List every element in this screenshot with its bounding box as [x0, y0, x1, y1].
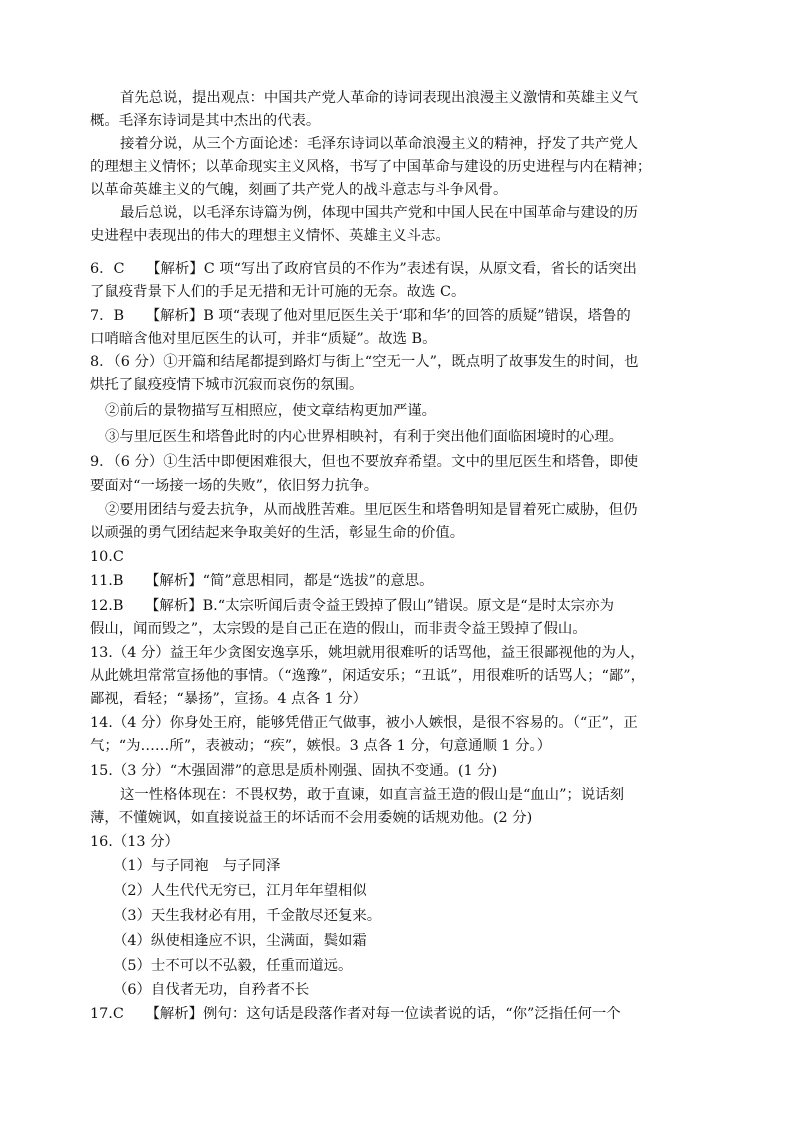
answer-line: 从此姚坦常常宣扬他的事情。（“逸豫”，闲适安乐；“丑诋”，用很难听的话骂人；“鄙”， [90, 668, 646, 684]
answer-line: 薄，不懂婉讽，如直接说益王的坏话而不会用委婉的话规劝他。(2 分) [90, 810, 533, 826]
answer-line: 10.C [90, 549, 124, 565]
answer-line: （3）天生我材必有用，千金散尽还复来。 [113, 908, 382, 924]
answer-line: ③与里厄医生和塔鲁此时的内心世界相映衬，有利于突出他们面临困境时的心理。 [105, 429, 624, 445]
answer-line: （4）纵使相逢应不识，尘满面，鬓如霜 [113, 933, 367, 949]
answer-line: 11.B 【解析】“简”意思相同，都是“选拔”的意思。 [90, 573, 434, 589]
answer-line: 假山，闻而毁之”，太宗毁的是自己正在造的假山，而非责令益王毁掉了假山。 [90, 621, 587, 637]
answer-line: 9．（6 分）①生活中即便困难很大，但也不要放弃希望。文中的里厄医生和塔鲁，即使 [90, 454, 639, 470]
answer-line: 首先总说，提出观点：中国共产党人革命的诗词表现出浪漫主义激情和英雄主义气 [120, 90, 639, 106]
answer-line: 要面对“一场接一场的失败”，依旧努力抗争。 [90, 478, 379, 494]
answer-line: 烘托了鼠疫疫情下城市沉寂而哀伤的氛围。 [90, 377, 364, 393]
answer-line: 了鼠疫背景下人们的手足无措和无计可施的无奈。故选 C。 [90, 284, 466, 300]
answer-line: 口哨暗含他对里厄医生的认可，并非“质疑”。故选 B。 [90, 331, 437, 347]
answer-line: 13.（4 分）益王年少贪图安逸享乐，姚坦就用很难听的话骂他，益王很鄙视他的为人， [90, 645, 645, 661]
answer-line: 这一性格体现在：不畏权势，敢于直谏，如直言益王造的假山是“血山”；说话刻 [120, 787, 624, 803]
answer-line: 15.（3 分）“木强固滞”的意思是质朴刚强、固执不变通。(1 分) [90, 763, 498, 779]
answer-line: 14.（4 分）你身处王府，能够凭借正气做事，被小人嫉恨，是很不容易的。（“正”，正 [90, 715, 638, 731]
answer-line: ②前后的景物描写互相照应，使文章结构更加严谨。 [105, 403, 436, 419]
answer-line: （2）人生代代无穷已，江月年年望相似 [113, 883, 367, 899]
answer-line: 概。毛泽东诗词是其中杰出的代表。 [90, 113, 321, 129]
answer-line: ②要用团结与爱去抗争，从而战胜苦难。里厄医生和塔鲁明知是冒着死亡威胁，但仍 [105, 502, 638, 518]
answer-line: （1）与子同袍 与子同泽 [113, 858, 281, 874]
answer-line: 16.（13 分） [90, 834, 179, 850]
answer-line: 17.C 【解析】例句：这句话是段落作者对每一位读者说的话，“你”泛指任何一个 [90, 1006, 621, 1022]
answer-line: （5）士不可以不弘毅，任重而道远。 [113, 958, 353, 974]
answer-line: 鄙视，看轻；“暴扬”，宣扬。4 点各 1 分） [90, 691, 367, 707]
answer-line: 接着分说，从三个方面论述：毛泽东诗词以革命浪漫主义的精神，抒发了共产党人 [120, 136, 639, 152]
answer-line: 最后总说，以毛泽东诗篇为例，体现中国共产党和中国人民在中国革命与建设的历 [120, 205, 639, 221]
answer-line: 史进程中表现出的伟大的理想主义情怀、英雄主义斗志。 [90, 228, 450, 244]
answer-line: 8．（6 分）①开篇和结尾都提到路灯与街上“空无一人”，既点明了故事发生的时间，也 [90, 354, 639, 370]
answer-line: （6）自伐者无功，自矜者不长 [113, 982, 310, 998]
answer-line: 7．B 【解析】B 项“表现了他对里厄医生关于‘耶和华’的回答的质疑”错误，塔鲁的 [90, 308, 631, 324]
answer-line: 12.B 【解析】B.“太宗听闻后责令益王毁掉了假山”错误。原文是“是时太宗亦为 [90, 598, 614, 614]
answer-line: 以顽强的勇气团结起来争取美好的生活，彰显生命的价值。 [90, 525, 465, 541]
answer-line: 以革命英雄主义的气魄，刻画了共产党人的战斗意志与斗争风骨。 [90, 182, 508, 198]
answer-line: 气；“为……所”，表被动；“疾”，嫉恨。3 点各 1 分，句意通顺 1 分。） [90, 738, 552, 754]
answer-line: 的理想主义情怀；以革命现实主义风格，书写了中国革命与建设的历史进程与内在精神； [90, 159, 652, 175]
answer-line: 6．C 【解析】C 项“写出了政府官员的不作为”表述有误，从原文看，省长的话突出 [90, 261, 637, 277]
